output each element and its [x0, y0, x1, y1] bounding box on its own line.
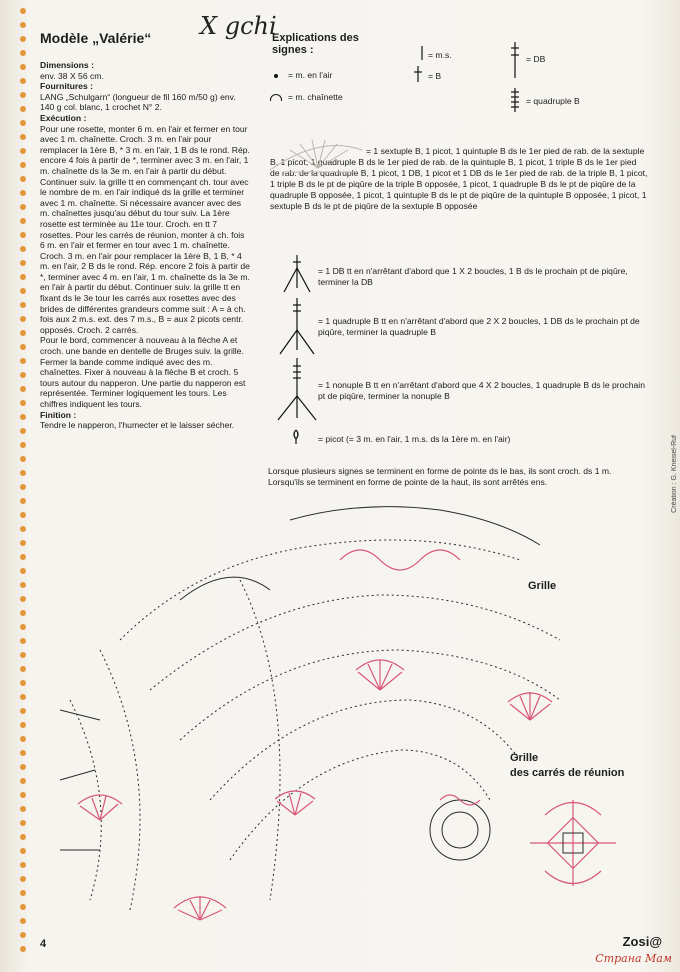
page-number: 4 — [40, 938, 47, 950]
finition-heading: Finition : — [40, 409, 77, 420]
bord-text: Pour le bord, commencer à nouveau à la flèche A et croch. une bande en dentelle de Bruges suiv. la grille. Fermer la bande comme indiqué avec des m. chaînettes. Fixer à nouveau à la flèche B et croch. 5 tours autour du napperon. Une partie du napperon est représentée. Terminer logiquement les tours. Les chiffres indiquent les tours. — [40, 335, 246, 409]
watermark-site: Страна Мам — [595, 952, 672, 965]
combined-stitch-icons — [278, 255, 316, 444]
watermark-brand: Zosi@ — [622, 934, 662, 949]
picot-description: = picot (= 3 m. en l'air, 1 m.s. ds la 1ère m. en l'air) — [318, 434, 511, 444]
grille-carres-label-2: des carrés de réunion — [510, 767, 625, 779]
execution-heading: Exécution : — [40, 112, 87, 123]
dimensions-heading: Dimensions : — [40, 60, 94, 70]
quadruple-description: = 1 quadruple B tt en n'arrêtant d'abord que 2 X 2 boucles, 1 DB ds le prochain pt de piqûre, terminer la quadruple B — [318, 316, 640, 337]
legend-label-db: = DB — [526, 54, 546, 64]
fournitures-value: LANG „Schulgarn“ (longueur de fil 160 m/50 g) env. 140 g col. blanc, 1 crochet N° 2. — [40, 91, 236, 113]
legend-symbol-icons — [414, 42, 519, 112]
sextuple-description: = 1 sextuple B, 1 picot, 1 quintuple B ds le 1er pied de rab. de la sextuple B, 1 picot, 1 quadruple B ds le 1er pied de rab. de la quintuple B, 1 picot, 1 triple B ds le 1er pied de rab. de la quadruple B, 1 picot, 1 DB, 1 picot et 1 DB ds le 1er pied de rab. de la triple B, 1 picot, 1 triple B ds le pt de piqûre de la triple B opposée, 1 picot, 1 quadruple B ds le pt de piqûre de la quadruple B opposée, 1 picot, 1 quintuple B ds le pt de piqûre de la quintuple B opposée, 1 picot, 1 sextuple B ds le pt de piqûre de la sextuple B opposée — [270, 146, 648, 211]
stitch-note: Lorsque plusieurs signes se terminent en forme de pointe ds le bas, ils sont croch. ds 1 m. Lorsqu'ils se terminent en forme de pointe de la haut, ils sont arrêtés ens. — [268, 466, 612, 487]
designer-credit: Création : G. Kneisel-Ruf — [671, 435, 678, 513]
handwritten-note: X gchi — [200, 12, 277, 40]
legend-label-quadruple: = quadruple B — [526, 96, 580, 106]
db-description: = 1 DB tt en n'arrêtant d'abord que 1 X 2 boucles, 1 B ds le prochain pt de piqûre, terminer la DB — [318, 266, 628, 287]
fournitures-heading: Fournitures : — [40, 81, 93, 92]
legend-label-b: = B — [428, 71, 442, 81]
finition-text: Tendre le napperon, l'humecter et le laisser sécher. — [40, 420, 235, 431]
lace-grid-diagram — [60, 507, 616, 920]
legend-label-chain: = m. en l'air — [288, 70, 333, 80]
pattern-title: Modèle „Valérie“ — [40, 30, 152, 46]
grille-carres-label-1: Grille — [510, 752, 539, 764]
nonuple-description: = 1 nonuple B tt en n'arrêtant d'abord que 4 X 2 boucles, 1 quadruple B ds le prochain pt de piqûre, terminer la nonuple B — [318, 380, 645, 401]
joining-square-motif — [530, 800, 616, 886]
execution-text: Pour une rosette, monter 6 m. en l'air et fermer en tour avec 1 m. chaînette. Croch. 3 m. en l'air pour remplacer la 1ère B, * 3 m. en l'air, 1 B ds le rond. Rép. encore 4 fois à partir de *, terminer avec 3 m. en l'air, 1 m. chaînette ds la 3e m. en l'air à partir du début. Continuer suiv. la grille tt en commençant ch. tour avec le nombre de m. en l'air indiqué ds la grille et terminer avec 1 m. chaînette. Si nécessaire avancer avec des m. chaînettes jusqu'au début du tour suiv. La 1ère rosette est terminée au 11e tour. Croch. en tt 7 rosettes. Pour les carrés de réunion, monter à ch. fois 6 m. en l'air et fermer en tour avec 1 m. chaînette. Croch. 3 m. en l'air pour remplacer la 1ère B, 1 B, * 4 m. en l'air, 2 B ds le rond. Rép. encore 2 fois à partir de *, terminer avec 4 m. en l'air, 1 m. chaînette ds la 3e m. en l'air à partir du début. Continuer suiv. la grille tt en fixant ds le 3e tour les carrés aux rosettes avec des brides de différentes grandeurs comme suit : A = à ch. fois aux 2 m.s. ext. des 7 m.s., B = aux 2 picots centr. opposés. Croch. 2 carrés. — [40, 123, 250, 335]
dimensions-value: env. 38 X 56 cm. — [40, 70, 104, 81]
legend-label-slip: = m. chaînette — [288, 92, 343, 102]
legend-label-ms: = m.s. — [428, 50, 452, 60]
sextuple-fan-icon — [270, 140, 362, 172]
legend-title: Explications des signes : — [272, 32, 359, 56]
grille-label: Grille — [528, 580, 557, 592]
